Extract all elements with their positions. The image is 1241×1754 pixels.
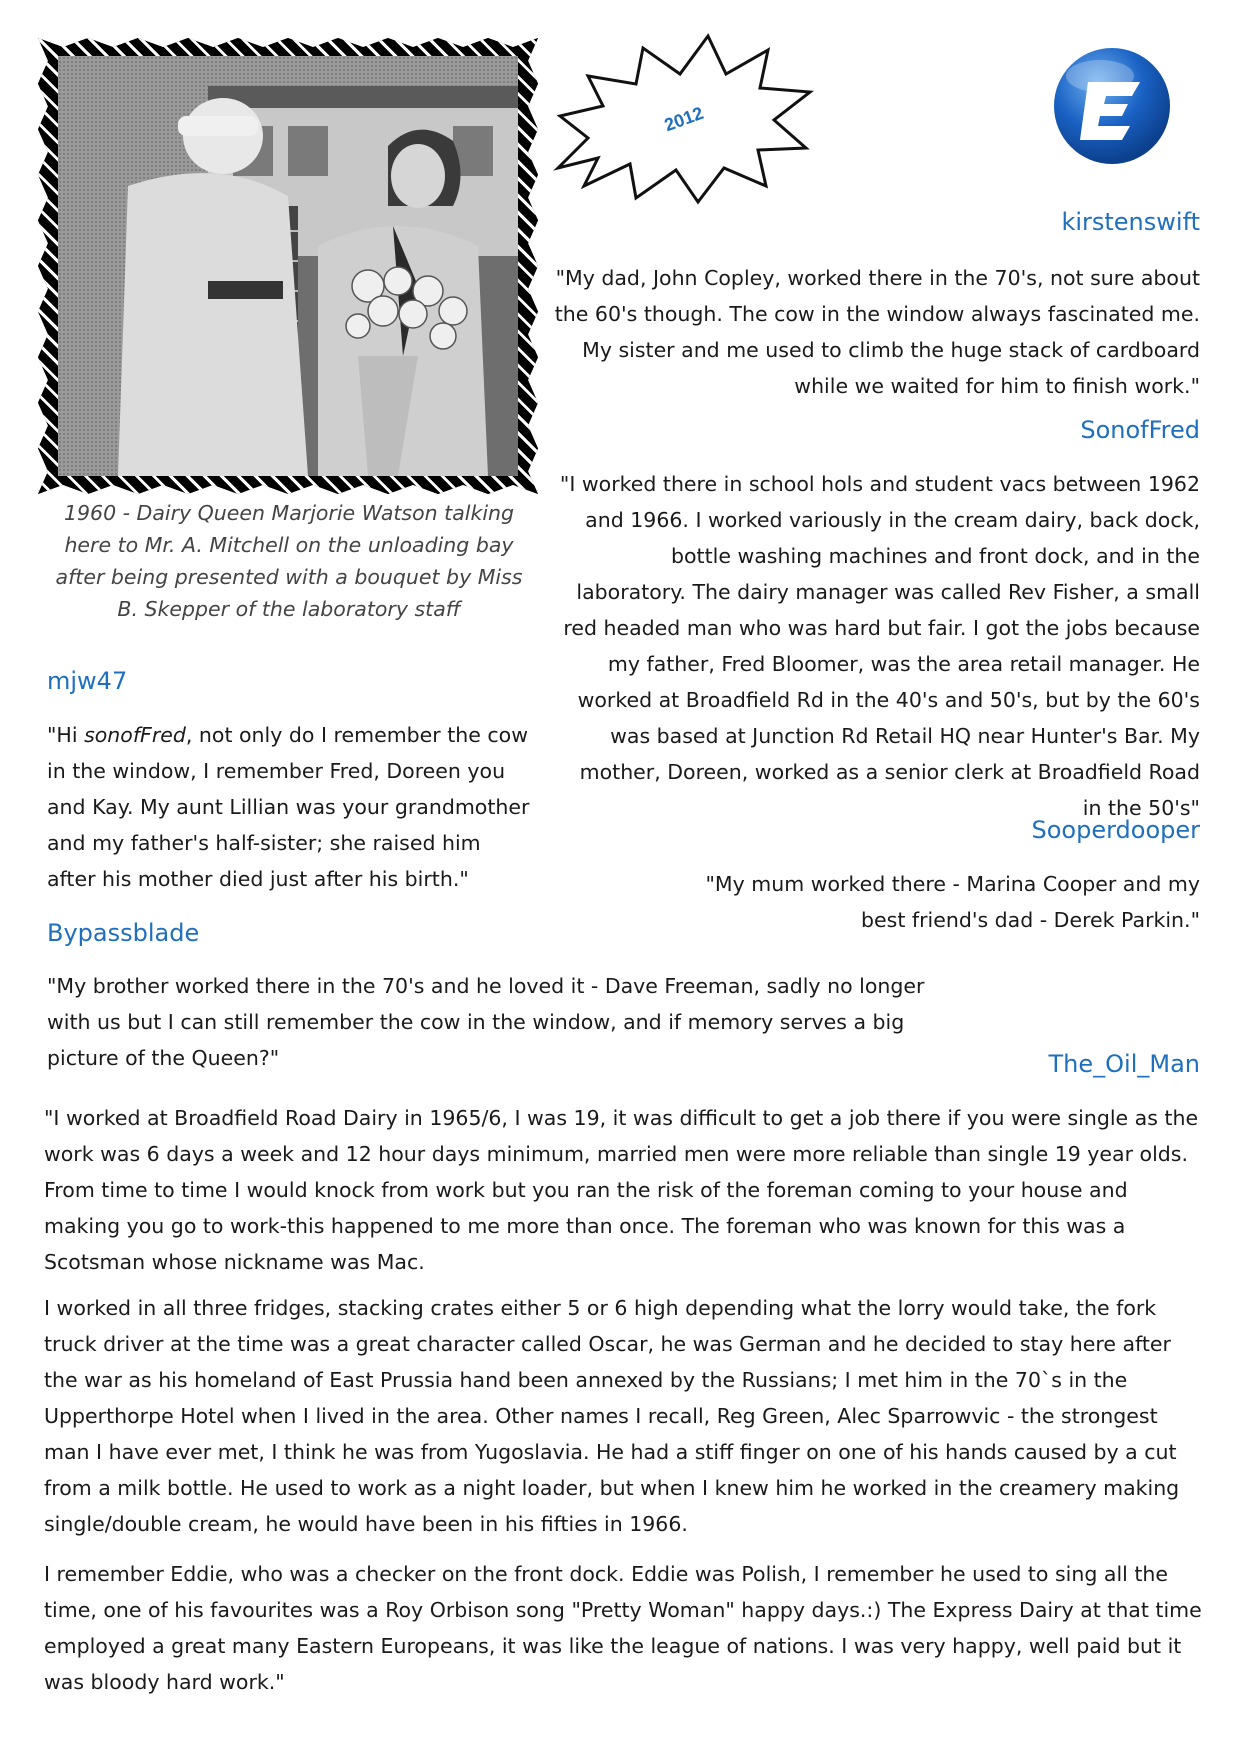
comment-oilman-paragraph-2: I worked in all three fridges, stacking crates either 5 or 6 high depending what the lorry would take, the fork truck driver at the time was a great character called Oscar, he was German and he decided to stay here after the war as his homeland of East Prussia hand been annexed by the Russians; I met him in the 70`s in the Upperthorpe Hotel when I lived in the area. Other names I recall, Reg Green, Alec Sparrowvic - the strongest man I have ever met, I think he was from Yugoslavia. He had a stiff finger on one of his hands caused by a cut from a milk bottle. He used to work as a night loader, but when I knew him he worked in the creamery making single/double cream, he would have been in his fifties in 1966. [44, 1296, 1180, 1536]
commenter-mjw47: mjw47 [47, 667, 128, 695]
comment-oilman-paragraph-1: "I worked at Broadfield Road Dairy in 1965/6, I was 19, it was difficult to get a job there if you were single as the work was 6 days a week and 12 hour days minimum, married men were more reliable than single 19 year olds. From time to time I would knock from work but you ran the risk of the foreman coming to your house and making you go to work-this happened to me more than once. The foreman who was known for this was a Scotsman whose nickname was Mac. [44, 1106, 1199, 1274]
commenter-sooperdooper: Sooperdooper [1031, 816, 1200, 844]
badge-year: 2012 [661, 102, 707, 135]
comment-mjw47-rest: , not only do I remember the cow in the window, I remember Fred, Doreen you and Kay. My aunt Lillian was your grandmother and my father's half-sister; she raised him after his mother died just after his birth." [47, 723, 530, 891]
year-badge [548, 28, 820, 210]
express-dairy-e-logo-icon [1052, 46, 1172, 166]
comment-oilman-paragraph-3: I remember Eddie, who was a checker on the front dock. Eddie was Polish, I remember he used to sing all the time, one of his favourites was a Roy Orbison song "Pretty Woman" happy days.:) The Express Dairy at that time employed a great many Eastern Europeans, it was like the league of nations. I was very happy, well paid but it was bloody hard work." [44, 1562, 1202, 1694]
commenter-bypassblade: Bypassblade [47, 919, 200, 947]
comment-mjw47 [47, 717, 533, 897]
comment-mjw47-start: "Hi [47, 723, 85, 747]
logo-graphic [1052, 46, 1172, 166]
comment-bypassblade: "My brother worked there in the 70's and he loved it - Dave Freeman, sadly no longer with us but I can still remember the cow in the window, and if memory serves a big picture of the Queen?" [47, 974, 925, 1070]
comment-sonoffred: "I worked there in school hols and student vacs between 1962 and 1966. I worked variously in the cream dairy, back dock, bottle washing machines and front dock, and in the laboratory. The dairy manager was called Rev Fisher, a small red headed man who was hard but fair. I got the jobs because my father, Fred Bloomer, was the area retail manager. He worked at Broadfield Rd in the 40's and 50's, but by the 60's was based at Junction Rd Retail HQ near Hunter's Bar. My mother, Doreen, worked as a senior clerk at Broadfield Road in the 50's" [559, 472, 1200, 820]
commenter-the-oil-man: The_Oil_Man [1048, 1050, 1200, 1078]
commenter-kirstenswift: kirstenswift [1061, 208, 1200, 236]
commenter-sonoffred: SonofFred [1080, 416, 1200, 444]
comment-kirstenswift: "My dad, John Copley, worked there in the 70's, not sure about the 60's though. The cow in the window always fascinated me. My sister and me used to climb the huge stack of cardboard while we waited for him to finish work." [554, 266, 1200, 398]
photo-caption: 1960 - Dairy Queen Marjorie Watson talking here to Mr. A. Mitchell on the unloading bay after being presented with a bouquet by Miss B. Skepper of the laboratory staff [55, 501, 523, 621]
comment-mjw47-mention: sonofFred [84, 723, 186, 747]
photo-illustration [58, 56, 518, 476]
dairy-queen-photo [58, 56, 518, 476]
badge-text-wrap [548, 28, 820, 210]
comment-sooperdooper: "My mum worked there - Marina Cooper and my best friend's dad - Derek Parkin." [705, 872, 1200, 932]
